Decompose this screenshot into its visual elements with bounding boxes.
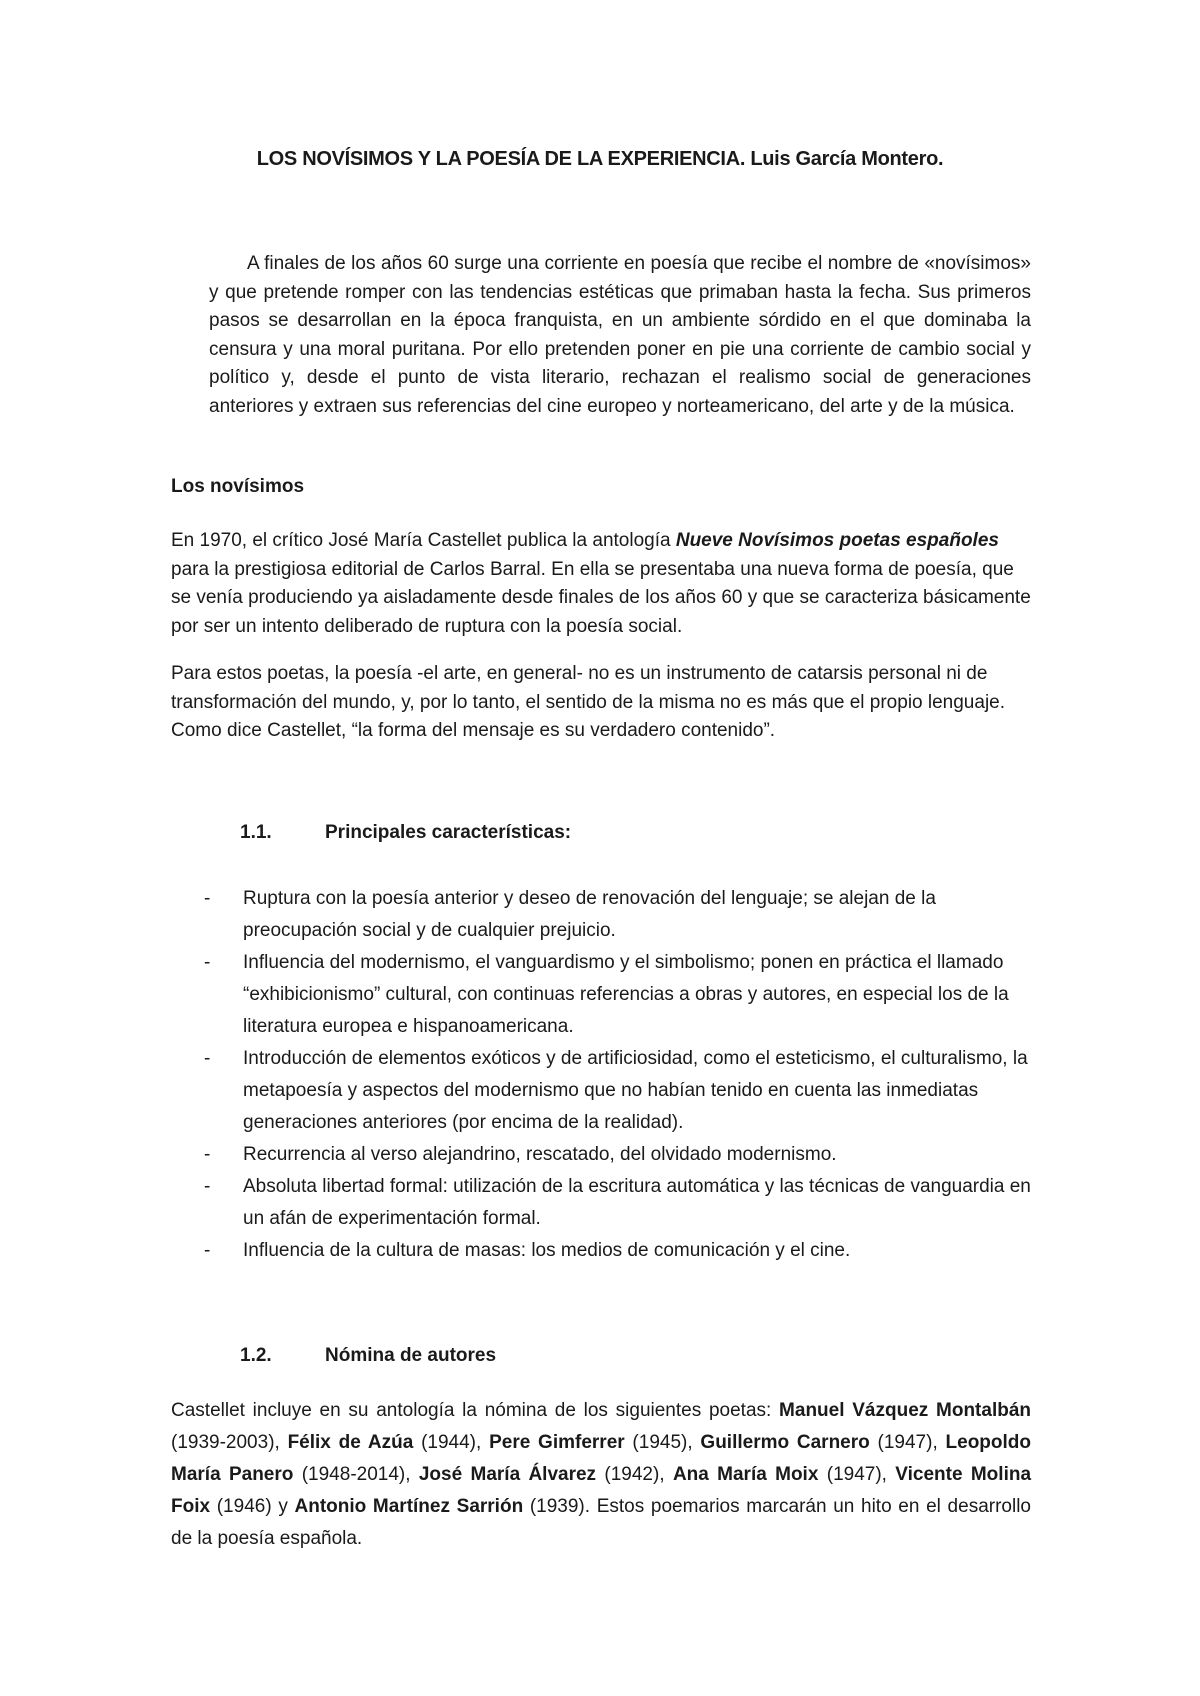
section-number-1-2: 1.2. [240,1345,272,1366]
authors-paragraph [171,1395,1031,1555]
section-number-1-1: 1.1. [240,822,272,843]
author-years: (1939-2003), [171,1432,288,1453]
authors-intro: Castellet incluye en su antología la nómina de los siguientes poetas: [171,1400,780,1421]
section-title-1-2: Nómina de autores [325,1345,497,1366]
bullet-dash: - [204,1048,211,1069]
document-title: LOS NOVÍSIMOS Y LA POESÍA DE LA EXPERIENCIA. Luis García Montero. [256,148,944,170]
author-years: (1944), [413,1432,490,1453]
anthology-title: Nueve Novísimos poetas españoles [675,530,999,551]
section-title-1-1: Principales características: [325,822,572,843]
paragraph-text: para la prestigiosa editorial de Carlos Barral. En ella se presentaba una nueva forma de poesía, que se venía produciendo ya aisladamente desde finales de los años 60 y que se caracteriza básicamente por ser un intento deliberado de ruptura con la poesía social. [171,558,1031,637]
author-name: Pere Gimferrer [489,1432,625,1453]
author-years: (1948-2014), [293,1464,419,1485]
author-years: (1939). [523,1496,597,1517]
author-years: (1946) y [210,1496,295,1517]
list-item [171,1171,1031,1235]
bullet-dash: - [204,1176,211,1197]
list-item [171,1235,1031,1267]
author-years: (1947), [869,1432,946,1453]
intro-paragraph: A finales de los años 60 surge una corriente en poesía que recibe el nombre de «novísimos» y que pretende romper con las tendencias estéticas que primaban hasta la fecha. Sus primeros pasos se desarrollan en la época franquista, en un ambiente sórdido en el que dominaba la censura y una moral puritana. Por ello pretenden poner en pie una corriente de cambio social y político y, desde el punto de vista literario, rechazan el realismo social de generaciones anteriores y extraen sus referencias del cine europeo y norteamericano, del arte y de la música. [209,253,1031,417]
list-item-text: Influencia de la cultura de masas: los medios de comunicación y el cine. [243,1240,851,1261]
novisimos-paragraph-1 [171,527,1031,641]
list-item [171,883,1031,947]
list-item-text: Absoluta libertad formal: utilización de la escritura automática y las técnicas de vanguardia en un afán de experimentación formal. [243,1176,1031,1229]
bullet-dash: - [204,1240,211,1261]
author-name: Manuel Vázquez Montalbán [779,1400,1031,1421]
author-years: (1947), [818,1464,896,1485]
list-item-text: Introducción de elementos exóticos y de artificiosidad, como el esteticismo, el culturalismo, la metapoesía y aspectos del modernismo que no habían tenido en cuenta las inmediatas generaciones anteriores (por encima de la realidad). [243,1048,1028,1133]
author-name: Vicente Molina Foix [171,1464,1032,1517]
authors-closing: Estos poemarios marcarán un hito en el desarrollo de la poesía española. [171,1496,1031,1549]
author-name: Félix de Azúa [287,1432,414,1453]
bullet-dash: - [204,888,211,909]
list-item [171,947,1031,1043]
characteristics-list [171,883,1031,1267]
author-name: Leopoldo María Panero [171,1432,1031,1485]
list-item [171,1043,1031,1139]
author-name: Guillermo Carnero [700,1432,870,1453]
paragraph-text: En 1970, el crítico José María Castellet publica la antología [171,530,676,551]
bullet-dash: - [204,1144,211,1165]
list-item [171,1139,1031,1171]
list-item-text: Ruptura con la poesía anterior y deseo de renovación del lenguaje; se alejan de la preocupación social y de cualquier prejuicio. [243,888,936,941]
author-years: (1942), [596,1464,673,1485]
novisimos-paragraph-2: Para estos poetas, la poesía -el arte, en general- no es un instrumento de catarsis personal ni de transformación del mundo, y, por lo tanto, el sentido de la misma no es más que el propio lenguaje. Como dice Castellet, “la forma del mensaje es su verdadero contenido”. [171,663,1006,741]
author-name: José María Álvarez [418,1464,597,1485]
author-name: Antonio Martínez Sarrión [294,1496,524,1517]
section-heading-novisimos: Los novísimos [171,476,305,497]
list-item-text: Recurrencia al verso alejandrino, rescatado, del olvidado modernismo. [243,1144,837,1165]
author-name: Ana María Moix [672,1464,819,1485]
author-years: (1945), [624,1432,701,1453]
bullet-dash: - [204,952,211,973]
list-item-text: Influencia del modernismo, el vanguardismo y el simbolismo; ponen en práctica el llamado “exhibicionismo” cultural, con continuas referencias a obras y autores, en especial los de la literatura europea e hispanoamericana. [243,952,1009,1037]
